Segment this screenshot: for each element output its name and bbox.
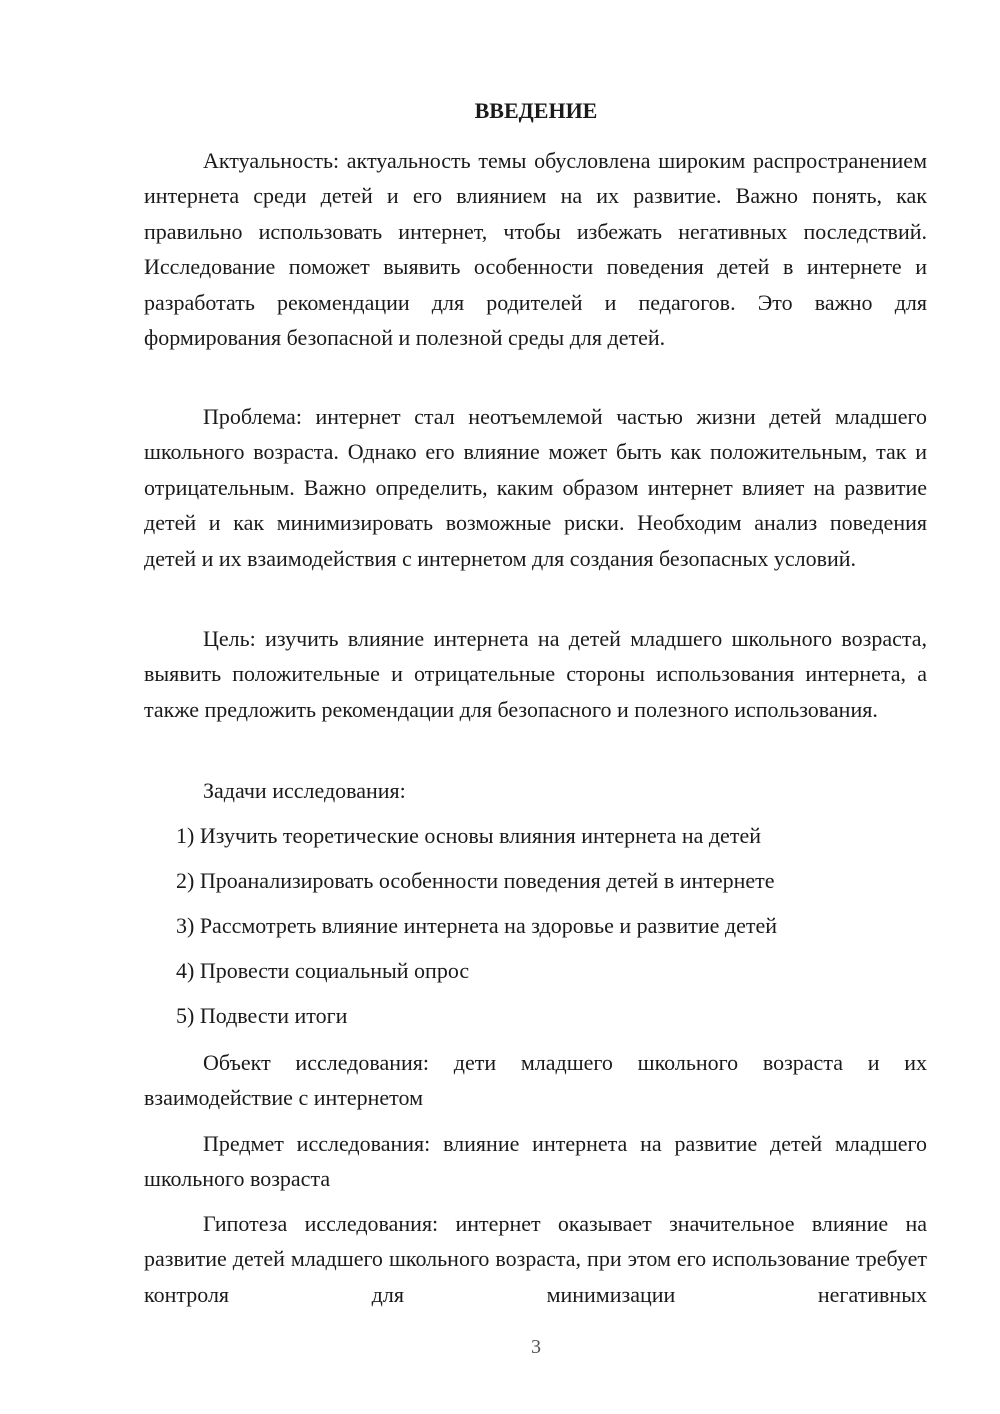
paragraph-relevance: Актуальность: актуальность темы обусловлена широким распространением интернета среди детей и его влиянием на их развитие. Важно понять, как правильно использовать интернет, чтобы избежать негативных последствий. Исследование поможет выявить особенности поведения детей в интернете и разработать рекомендации для родителей и педагогов. Это важно для формирования безопасной и полезной среды для детей. [144,148,927,351]
task-item-2: 2) Проанализировать особенности поведения детей в интернете [176,868,775,893]
task-item-3: 3) Рассмотреть влияние интернета на здоровье и развитие детей [176,913,778,938]
paragraph-subject: Предмет исследования: влияние интернета на развитие детей младшего школьного возраста [144,1131,927,1192]
task-item-5: 5) Подвести итоги [176,1003,348,1028]
paragraph-goal: Цель: изучить влияние интернета на детей младшего школьного возраста, выявить положительные и отрицательные стороны использования интернета, а также предложить рекомендации для безопасного и полезного использования. [144,626,927,722]
paragraph-object: Объект исследования: дети младшего школьного возраста и их взаимодействие с интернетом [144,1050,927,1111]
task-item-4: 4) Провести социальный опрос [176,958,470,983]
page-number: 3 [531,1336,541,1358]
tasks-heading: Задачи исследования: [203,778,406,803]
paragraph-hypothesis: Гипотеза исследования: интернет оказывает значительное влияние на развитие детей младшего школьного возраста, при этом его использование требует контроля для минимизации негативных [144,1211,927,1307]
page-title: ВВЕДЕНИЕ [474,98,598,123]
task-item-1: 1) Изучить теоретические основы влияния интернета на детей [176,823,761,848]
paragraph-problem: Проблема: интернет стал неотъемлемой частью жизни детей младшего школьного возраста. Однако его влияние может быть как положительным, так и отрицательным. Важно определить, каким образом интернет влияет на развитие детей и как минимизировать возможные риски. Необходим анализ поведения детей и их взаимодействия с интернетом для создания безопасных условий. [144,404,927,571]
